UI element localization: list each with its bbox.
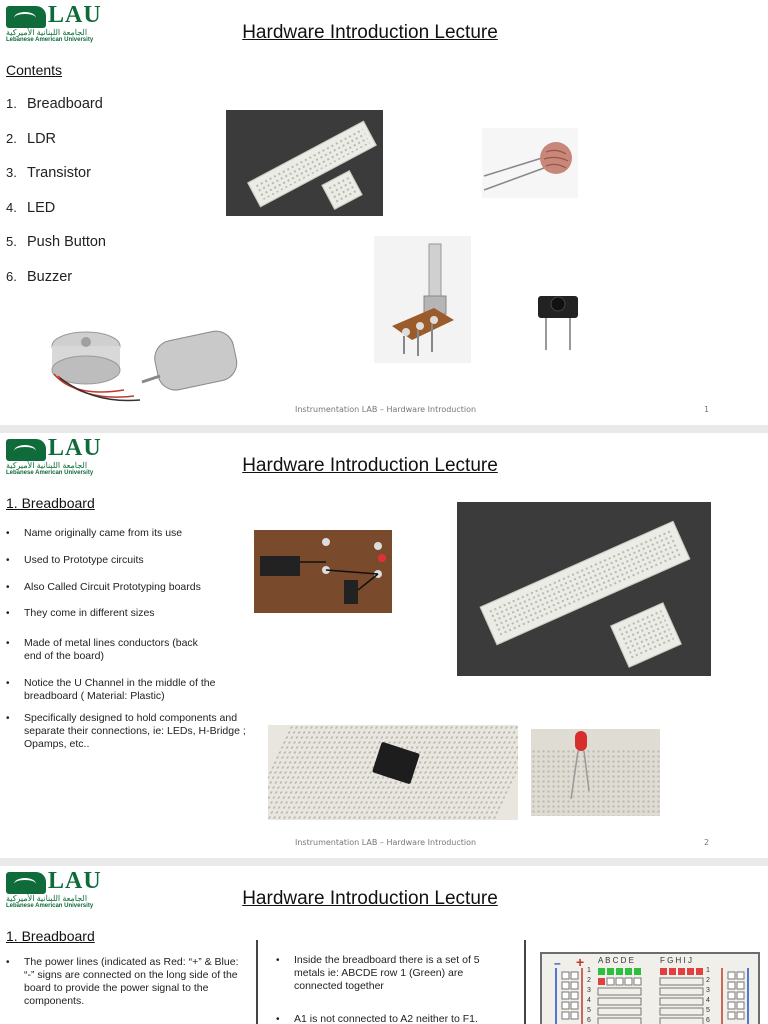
bullet-item: • Specifically designed to hold components and separate their connections, ie: LEDs, H-Bridge ; Opamps, etc.. — [6, 712, 251, 751]
bullet-item: • Name originally came from its use — [6, 527, 251, 540]
bullet-item: • Also Called Circuit Prototyping boards — [6, 581, 251, 594]
contents-item: 6. Buzzer — [6, 268, 73, 285]
potentiometer-icon — [374, 236, 471, 363]
slide-3 — [0, 866, 768, 1024]
bullet-item: • Inside the breadboard there is a set of 5 metals ie: ABCDE row 1 (Green) are connected together — [276, 954, 506, 993]
contents-list — [6, 96, 106, 304]
ic-chip-icon — [268, 725, 518, 820]
ldr-photo — [482, 128, 578, 198]
section-heading: Contents — [6, 62, 63, 78]
logo-arabic: الجامعة اللبنانية الأميركية — [6, 894, 88, 903]
slide-2 — [0, 433, 768, 858]
led-breadboard-photo — [531, 729, 660, 816]
slide-title: Hardware Introduction Lecture — [242, 22, 498, 43]
logo-english: Lebanese American University — [6, 470, 94, 476]
logo-arabic: الجامعة اللبنانية الأميركية — [6, 461, 88, 470]
circuit-icon — [254, 530, 392, 613]
motor-photo — [44, 318, 244, 406]
logo-text: LAU — [48, 868, 102, 894]
circuit-photo — [254, 530, 392, 613]
breadboard-diagram — [540, 952, 760, 1024]
logo-text: LAU — [48, 435, 102, 461]
minus-sign: – — [554, 956, 561, 970]
row-numbers-left: 1 2 3 4 5 6 — [587, 967, 591, 1024]
contents-item: 4. LED — [6, 199, 56, 216]
bullet-item: • Notice the U Channel in the middle of the breadboard ( Material: Plastic) — [6, 677, 251, 703]
breadboard-grid — [542, 954, 758, 1024]
slide-footer: Instrumentation LAB – Hardware Introduction — [295, 405, 477, 414]
bullet-item: • Used to Prototype circuits — [6, 554, 251, 567]
logo-english: Lebanese American University — [6, 37, 94, 43]
contents-item: 5. Push Button — [6, 234, 106, 251]
column-divider — [524, 940, 526, 1024]
motor-icon — [44, 318, 244, 406]
right-columns-label: F G H I J — [660, 956, 692, 965]
section-heading: 1. Breadboard — [6, 928, 95, 944]
page-number: 1 — [704, 405, 710, 414]
bullet-list — [6, 527, 251, 751]
slide-title: Hardware Introduction Lecture — [242, 888, 498, 909]
left-columns-label: A B C D E — [598, 956, 635, 965]
contents-item: 3. Transistor — [6, 165, 91, 182]
bullet-item: • The power lines (indicated as Red: “+” & Blue: “-” signs are connected on the long side of the board to provide the power signal to the components. — [6, 956, 242, 1008]
plus-sign: + — [576, 954, 585, 970]
column-divider — [256, 940, 258, 1024]
bullet-item: • Made of metal lines conductors (back end of the board) — [6, 637, 204, 663]
contents-item: 1. Breadboard — [6, 96, 103, 112]
breadboard-ic-photo — [268, 725, 518, 820]
section-heading: 1. Breadboard — [6, 495, 95, 511]
push-button-icon — [532, 290, 584, 352]
bullet-item: • A1 is not connected to A2 neither to F1. — [276, 1013, 506, 1024]
slide-footer: Instrumentation LAB – Hardware Introduction — [295, 838, 477, 847]
slide-title: Hardware Introduction Lecture — [242, 455, 498, 476]
logo-arabic: الجامعة اللبنانية الأميركية — [6, 28, 88, 37]
metal-sets-text — [276, 954, 506, 1024]
potentiometer-photo — [374, 236, 471, 363]
push-button-photo — [532, 290, 584, 352]
row-numbers-right: 1 2 3 4 5 6 — [706, 967, 710, 1024]
power-lines-text — [6, 956, 242, 1008]
contents-item: 2. LDR — [6, 130, 57, 147]
led-icon — [531, 729, 660, 816]
page-number: 2 — [704, 838, 710, 847]
large-breadboard-photo — [457, 502, 711, 676]
breadboard-photo — [226, 110, 383, 216]
logo-english: Lebanese American University — [6, 903, 94, 909]
slide-1 — [0, 0, 768, 425]
ldr-icon — [482, 128, 578, 198]
logo-text: LAU — [48, 2, 102, 28]
bullet-item: • They come in different sizes — [6, 607, 251, 620]
